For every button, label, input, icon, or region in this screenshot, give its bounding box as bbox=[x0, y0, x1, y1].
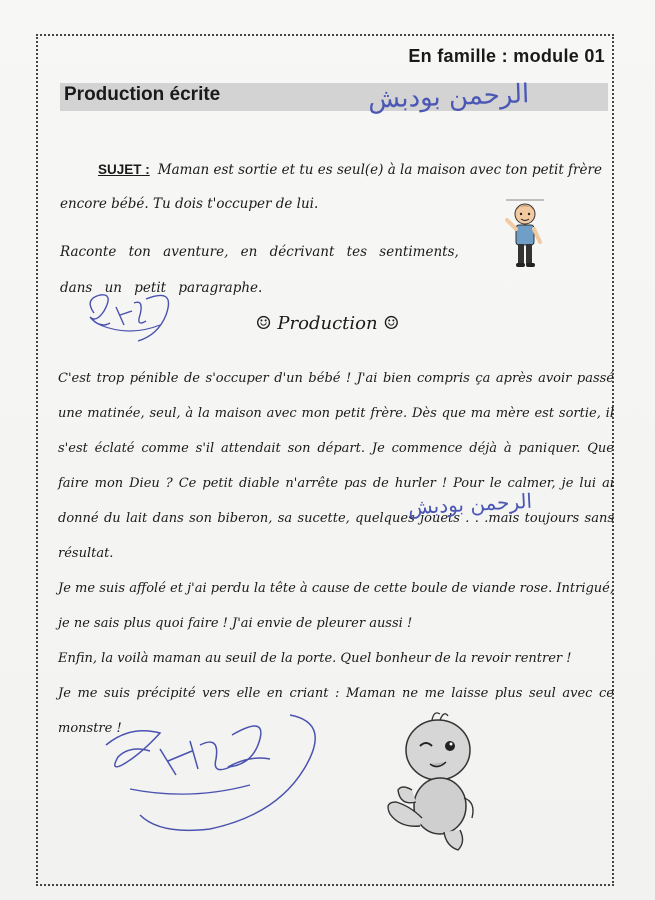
instruction-text: Raconte ton aventure, en décrivant tes sentiments, dans un petit paragraphe. bbox=[60, 244, 459, 296]
paragraph: C'est trop pénible de s'occuper d'un bébé ! J'ai bien compris ça après avoir passé une matinée, seul, à la maison avec mon petit frère. Dès que ma mère est sortie, il s'est éclaté comme s'il attendait son départ. Je commence déjà à paniquer. Que faire mon Dieu ? Ce petit diable n'arrête pas de hurler ! Pour le calmer, je lui ai donné du lait dans son biberon, sa sucette, quelques jouets . . .mais toujours sans résultat. bbox=[58, 371, 614, 561]
baby-illustration bbox=[380, 706, 490, 856]
signature-large bbox=[100, 705, 340, 835]
handwritten-name-top: الرحمن بودبش bbox=[367, 79, 530, 115]
paragraph: Enfin, la voilà maman au seuil de la porte. Quel bonheur de la revoir rentrer ! bbox=[58, 651, 572, 666]
production-heading: ☺ Production ☺ bbox=[255, 313, 400, 334]
handwritten-name-mid: الرحمن بودبش bbox=[407, 488, 533, 520]
boy-illustration bbox=[502, 196, 548, 272]
subject-label: SUJET : bbox=[98, 162, 150, 177]
paragraph: Je me suis affolé et j'ai perdu la tête à cause de cette boule de viande rose. Intrigué, je ne sais plus quoi faire ! J'ai envie de pleurer aussi ! bbox=[58, 581, 614, 631]
production-text bbox=[58, 361, 614, 746]
section-title: Production écrite bbox=[64, 84, 221, 105]
module-title: En famille : module 01 bbox=[408, 46, 605, 66]
subject-text: Maman est sortie et tu es seul(e) à la maison avec ton petit frère encore bébé. Tu dois t'occuper de lui. bbox=[60, 162, 602, 212]
paragraph: Je me suis précipité vers elle en criant : Maman ne me laisse plus seul avec ce monstre ! bbox=[58, 686, 614, 736]
